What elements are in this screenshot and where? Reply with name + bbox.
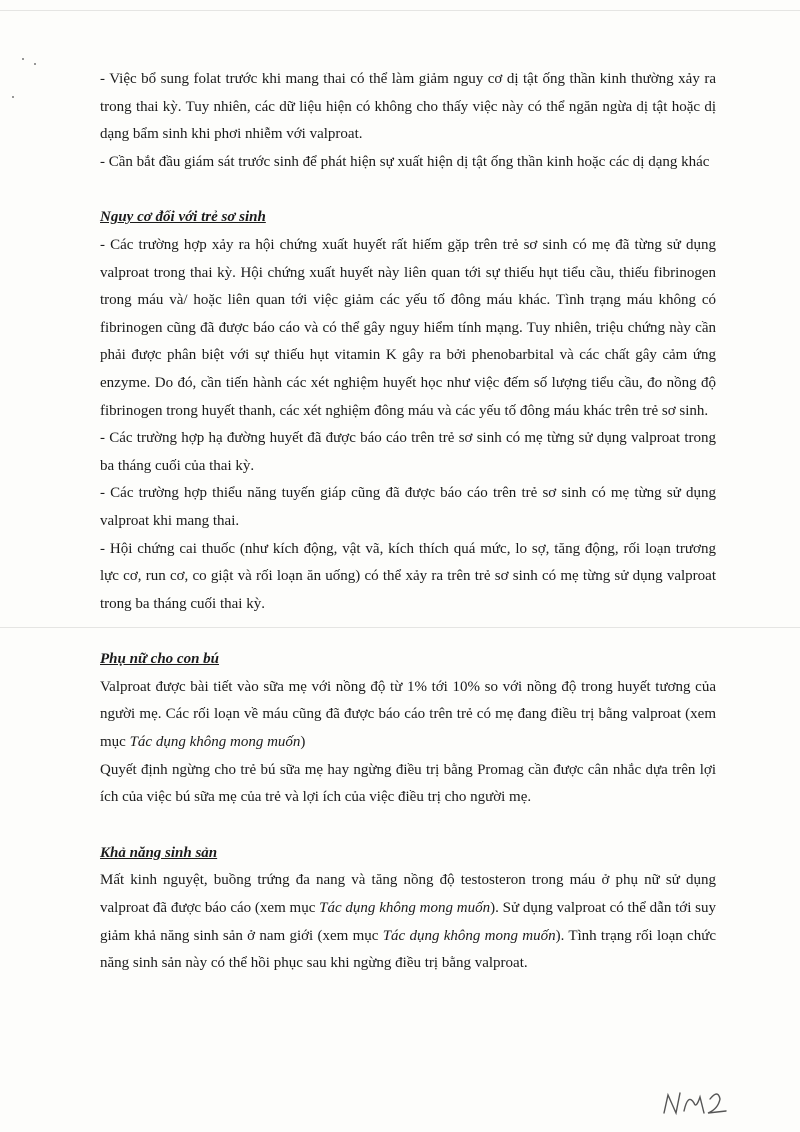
newborn-paragraph-4: - Hội chứng cai thuốc (như kích động, vật vã, kích thích quá mức, lo sợ, tăng động, rối loạn trương lực cơ, run cơ, co giật và rối loạn ăn uống) có thể xảy ra trên trẻ sơ sinh có mẹ từng sử dụng valproat trong ba tháng cuối thai kỳ. <box>100 540 716 612</box>
fertility-text-2: ). Sử dụng valproat có thể dẫn tới suy giảm khả năng sinh sản ở nam giới (xem mục <box>100 900 716 944</box>
intro-paragraph-1: - Việc bổ sung folat trước khi mang thai có thể làm giảm nguy cơ dị tật ống thần kinh thường xảy ra trong thai kỳ. Tuy nhiên, các dữ liệu hiện có không cho thấy việc này có thể ngăn ngừa dị tật hoặc dị dạng bẩm sinh khi phơi nhiễm với valproat. <box>100 71 716 143</box>
newborn-paragraph-2: - Các trường hợp hạ đường huyết đã được báo cáo trên trẻ sơ sinh có mẹ từng sử dụng valproat trong ba tháng cuối của thai kỳ. <box>100 430 716 474</box>
breastfeeding-paragraph-2: Quyết định ngừng cho trẻ bú sữa mẹ hay ngừng điều trị bằng Promag cần được cân nhắc dựa trên lợi ích của việc bú sữa mẹ của trẻ và lợi ích của việc điều trị cho người mẹ. <box>100 761 716 806</box>
newborn-paragraph-3: - Các trường hợp thiểu năng tuyến giáp cũng đã được báo cáo trên trẻ sơ sinh có mẹ từng sử dụng valproat khi mang thai. <box>100 485 716 529</box>
cross-reference: Tác dụng không mong muốn <box>319 900 491 917</box>
heading-newborn-risk: Nguy cơ đối với trẻ sơ sinh <box>100 209 266 226</box>
scan-artifact-line <box>0 10 800 11</box>
fertility-text-1: Mất kinh nguyệt, buồng trứng đa nang và tăng nồng độ testosteron trong máu ở phụ nữ sử dụng valproat đã được báo cáo (xem mục <box>100 872 716 917</box>
scan-speck <box>12 96 14 98</box>
intro-paragraph-2: - Cần bắt đầu giám sát trước sinh để phát hiện sự xuất hiện dị tật ống thần kinh hoặc các dị dạng khác <box>100 153 710 170</box>
newborn-paragraph-1: - Các trường hợp xảy ra hội chứng xuất huyết rất hiếm gặp trên trẻ sơ sinh có mẹ đã từng sử dụng valproat trong thai kỳ. Hội chứng xuất huyết này liên quan tới sự thiếu hụt tiểu cầu, thiếu fibrinogen trong máu và/ hoặc liên quan tới việc giảm các yếu tố đông máu khác. Tình trạng máu không có fibrinogen cũng đã được báo cáo và có thể gây nguy hiểm tính mạng. Tuy nhiên, triệu chứng này cần phải được phân biệt với sự thiếu hụt vitamin K gây ra bởi phenobarbital và các chất gây cảm ứng enzyme. Do đó, cần tiến hành các xét nghiệm huyết học như việc đếm số lượng tiểu cầu, đo nồng độ fibrinogen trong huyết thanh, các xét nghiệm đông máu và các yếu tố đông máu khác trên trẻ sơ sinh. <box>100 236 716 419</box>
scan-speck <box>34 63 36 65</box>
fertility-text-3: ). Tình trạng rối loạn chức năng sinh sản này có thể hồi phục sau khi ngừng điều trị bằng valproat. <box>100 927 717 972</box>
cross-reference: Tác dụng không mong muốn <box>382 927 556 944</box>
scan-speck <box>22 58 24 60</box>
closing-parenthesis: ) <box>300 734 306 751</box>
breastfeeding-paragraph-1 <box>100 674 716 757</box>
fertility-paragraph <box>100 867 716 977</box>
breastfeeding-text: Valproat được bài tiết vào sữa mẹ với nồng độ từ 1% tới 10% so với nồng độ trong huyết tương của người mẹ. Các rối loạn về máu cũng đã được báo cáo trên trẻ có mẹ đang điều trị bằng valproat (xem mục <box>100 678 716 751</box>
heading-fertility: Khả năng sinh sản <box>100 844 218 861</box>
cross-reference: Tác dụng không mong muốn <box>129 734 301 751</box>
heading-breastfeeding: Phụ nữ cho con bú <box>100 651 220 668</box>
handwritten-initials <box>660 1083 750 1123</box>
document-body <box>100 66 716 978</box>
